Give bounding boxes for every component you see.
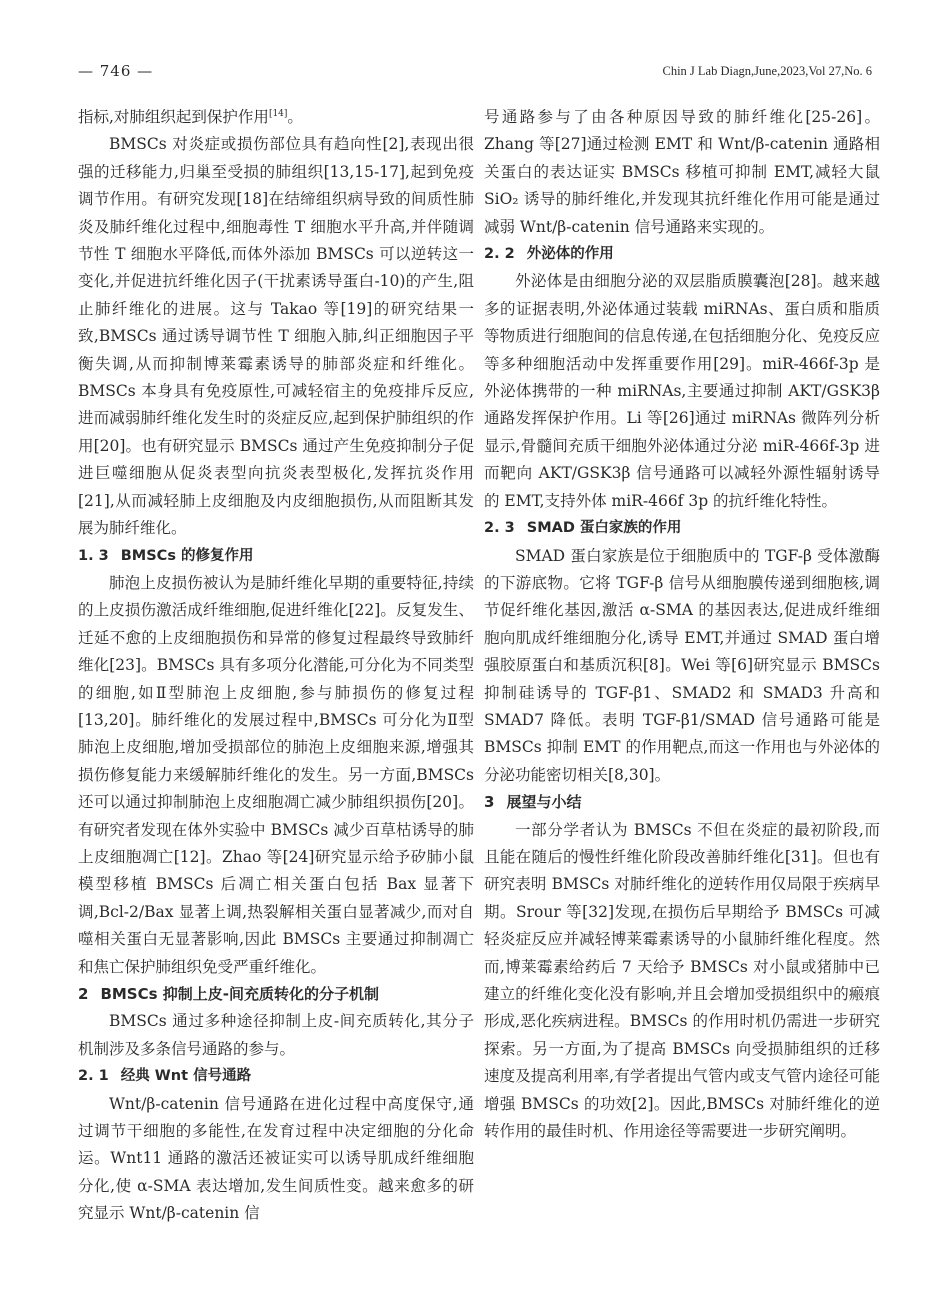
section-heading-2-2: 2. 2 外泌体的作用 — [484, 246, 614, 263]
paragraph-smad: SMAD 蛋白家族是位于细胞质中的 TGF-β 受体激酶的下游底物。它将 TGF-β 信号从细胞膜传递到细胞核,调节促纤维化基因,激活 α-SMA 的基因表达,促进成纤维细胞向肌成纤维细胞分化,诱导 EMT,并通过 SMAD 蛋白增强胶原蛋白和基质沉积[8]。Wei 等[6]研究显示 BMSCs 抑制硅诱导的 TGF-β1、SMAD2 和 SMAD3 升高和 SMAD7 降低。表明 TGF-β1/SMAD 信号通路可能是 BMSCs 抑制 EMT 的作用靶点,而这一作用也与外泌体的分泌功能密切相关[8,30]。 — [484, 546, 880, 784]
paragraph-continued: 指标,对肺组织起到保护作用[14]。 — [78, 108, 303, 126]
paragraph-wnt: Wnt/β-catenin 信号通路在进化过程中高度保守,通过调节干细胞的多能性,在发育过程中决定细胞的分化命运。Wnt11 通路的激活还被证实可以诱导肌成纤维细胞分化,使 α-SMA 表达增加,发生间质性变。越来愈多的研究显示 Wnt/β-catenin 信 — [78, 1094, 474, 1223]
paragraph-wnt-continued: 号通路参与了由各种原因导致的肺纤维化[25-26]。Zhang 等[27]通过检测 EMT 和 Wnt/β-catenin 通路相关蛋白的表达证实 BMSCs 移植可抑制 EMT,减轻大鼠 SiO₂ 诱导的肺纤维化,并发现其抗纤维化作用可能是通过减弱 Wnt/β-catenin 信号通路来实现的。 — [484, 108, 880, 236]
left-column — [78, 104, 474, 1228]
section-heading-2-1: 2. 1 经典 Wnt 信号通路 — [78, 1068, 252, 1085]
page-header — [78, 62, 872, 84]
section-heading-2-3: 2. 3 SMAD 蛋白家族的作用 — [484, 520, 682, 537]
paragraph-exosome: 外泌体是由细胞分泌的双层脂质膜囊泡[28]。越来越多的证据表明,外泌体通过装载 miRNAs、蛋白质和脂质等物质进行细胞间的信息传递,在包括细胞分化、免疫反应等多种细胞活动中发挥重要作用[29]。miR-466f-3p 是外泌体携带的一种 miRNAs,主要通过抑制 AKT/GSK3β 通路发挥保护作用。Li 等[26]通过 miRNAs 微阵列分析显示,骨髓间充质干细胞外泌体通过分泌 miR-466f-3p 进而靶向 AKT/GSK3β 信号通路可以减轻外源性辐射诱导的 EMT,支持外体 miR-466f 3p 的抗纤维化特性。 — [484, 272, 880, 510]
paragraph-outlook: 一部分学者认为 BMSCs 不但在炎症的最初阶段,而且能在随后的慢性纤维化阶段改善肺纤维化[31]。但也有研究表明 BMSCs 对肺纤维化的逆转作用仅局限于疾病早期。Srour 等[32]发现,在损伤后早期给予 BMSCs 可减轻炎症反应并减轻博莱霉素诱导的小鼠肺纤维化程度。然而,博莱霉素给药后 7 天给予 BMSCs 对小鼠或猪肺中已建立的纤维化变化没有影响,并且会增加受损组织中的瘢痕形成,恶化疾病进程。BMSCs 的作用时机仍需进一步研究探索。另一方面,为了提高 BMSCs 向受损肺组织的迁移速度及提高利用率,有学者提出气管内或支气管内途径可能增强 BMSCs 的功效[2]。因此,BMSCs 对肺纤维化的逆转作用的最佳时机、作用途径等需要进一步研究阐明。 — [484, 820, 880, 1141]
section-heading-1-3: 1. 3 BMSCs 的修复作用 — [78, 547, 254, 564]
right-column — [484, 104, 880, 1145]
paragraph-mechanism-intro: BMSCs 通过多种途径抑制上皮-间充质转化,其分子机制涉及多条信号通路的参与。 — [78, 1012, 474, 1058]
section-heading-3: 3 展望与小结 — [484, 793, 582, 812]
paragraph-homing: BMSCs 对炎症或损伤部位具有趋向性[2],表现出很强的迁移能力,归巢至受损的肺组织[13,15-17],起到免疫调节作用。有研究发现[18]在结缔组织病导致的间质性肺炎及肺纤维化过程中,细胞毒性 T 细胞水平升高,并伴随调节性 T 细胞水平降低,而体外添加 BMSCs 可以逆转这一变化,并促进抗纤维化因子(干扰素诱导蛋白-10)的产生,阻止肺纤维化的进展。这与 Takao 等[19]的研究结果一致,BMSCs 通过诱导调节性 T 细胞入肺,纠正细胞因子平衡失调,从而抑制博莱霉素诱导的肺部炎症和纤维化。BMSCs 本身具有免疫原性,可减轻宿主的免疫排斥反应,进而减弱肺纤维化发生时的炎症反应,起到保护肺组织的作用[20]。也有研究显示 BMSCs 通过产生免疫抑制分子促进巨噬细胞从促炎表型向抗炎表型极化,发挥抗炎作用[21],从而减轻肺上皮细胞及内皮细胞损伤,从而阻断其发展为肺纤维化。 — [78, 135, 474, 538]
section-heading-2: 2 BMSCs 抑制上皮-间充质转化的分子机制 — [78, 985, 379, 1003]
page-number: — 746 — — [78, 62, 154, 80]
paragraph-repair: 肺泡上皮损伤被认为是肺纤维化早期的重要特征,持续的上皮损伤激活成纤维细胞,促进纤维化[22]。反复发生、迁延不愈的上皮细胞损伤和异常的修复过程最终导致肺纤维化[23]。BMSCs 具有多项分化潜能,可分化为不同类型的细胞,如Ⅱ型肺泡上皮细胞,参与肺损伤的修复过程[13,20]。肺纤维化的发展过程中,BMSCs 可分化为Ⅱ型肺泡上皮细胞,增加受损部位的肺泡上皮细胞来源,增强其损伤修复能力来缓解肺纤维化的发生。另一方面,BMSCs 还可以通过抑制肺泡上皮细胞凋亡减少肺组织损伤[20]。有研究者发现在体外实验中 BMSCs 减少百草枯诱导的肺上皮细胞凋亡[12]。Zhao 等[24]研究显示给予矽肺小鼠模型移植 BMSCs 后凋亡相关蛋白包括 Bax 显著下调,Bcl-2/Bax 显著上调,热裂解相关蛋白显著减少,而对自噬相关蛋白无显著影响,因此 BMSCs 主要通过抑制凋亡和焦亡保护肺组织免受严重纤维化。 — [78, 573, 474, 976]
journal-citation: Chin J Lab Diagn,June,2023,Vol 27,No. 6 — [662, 64, 872, 78]
